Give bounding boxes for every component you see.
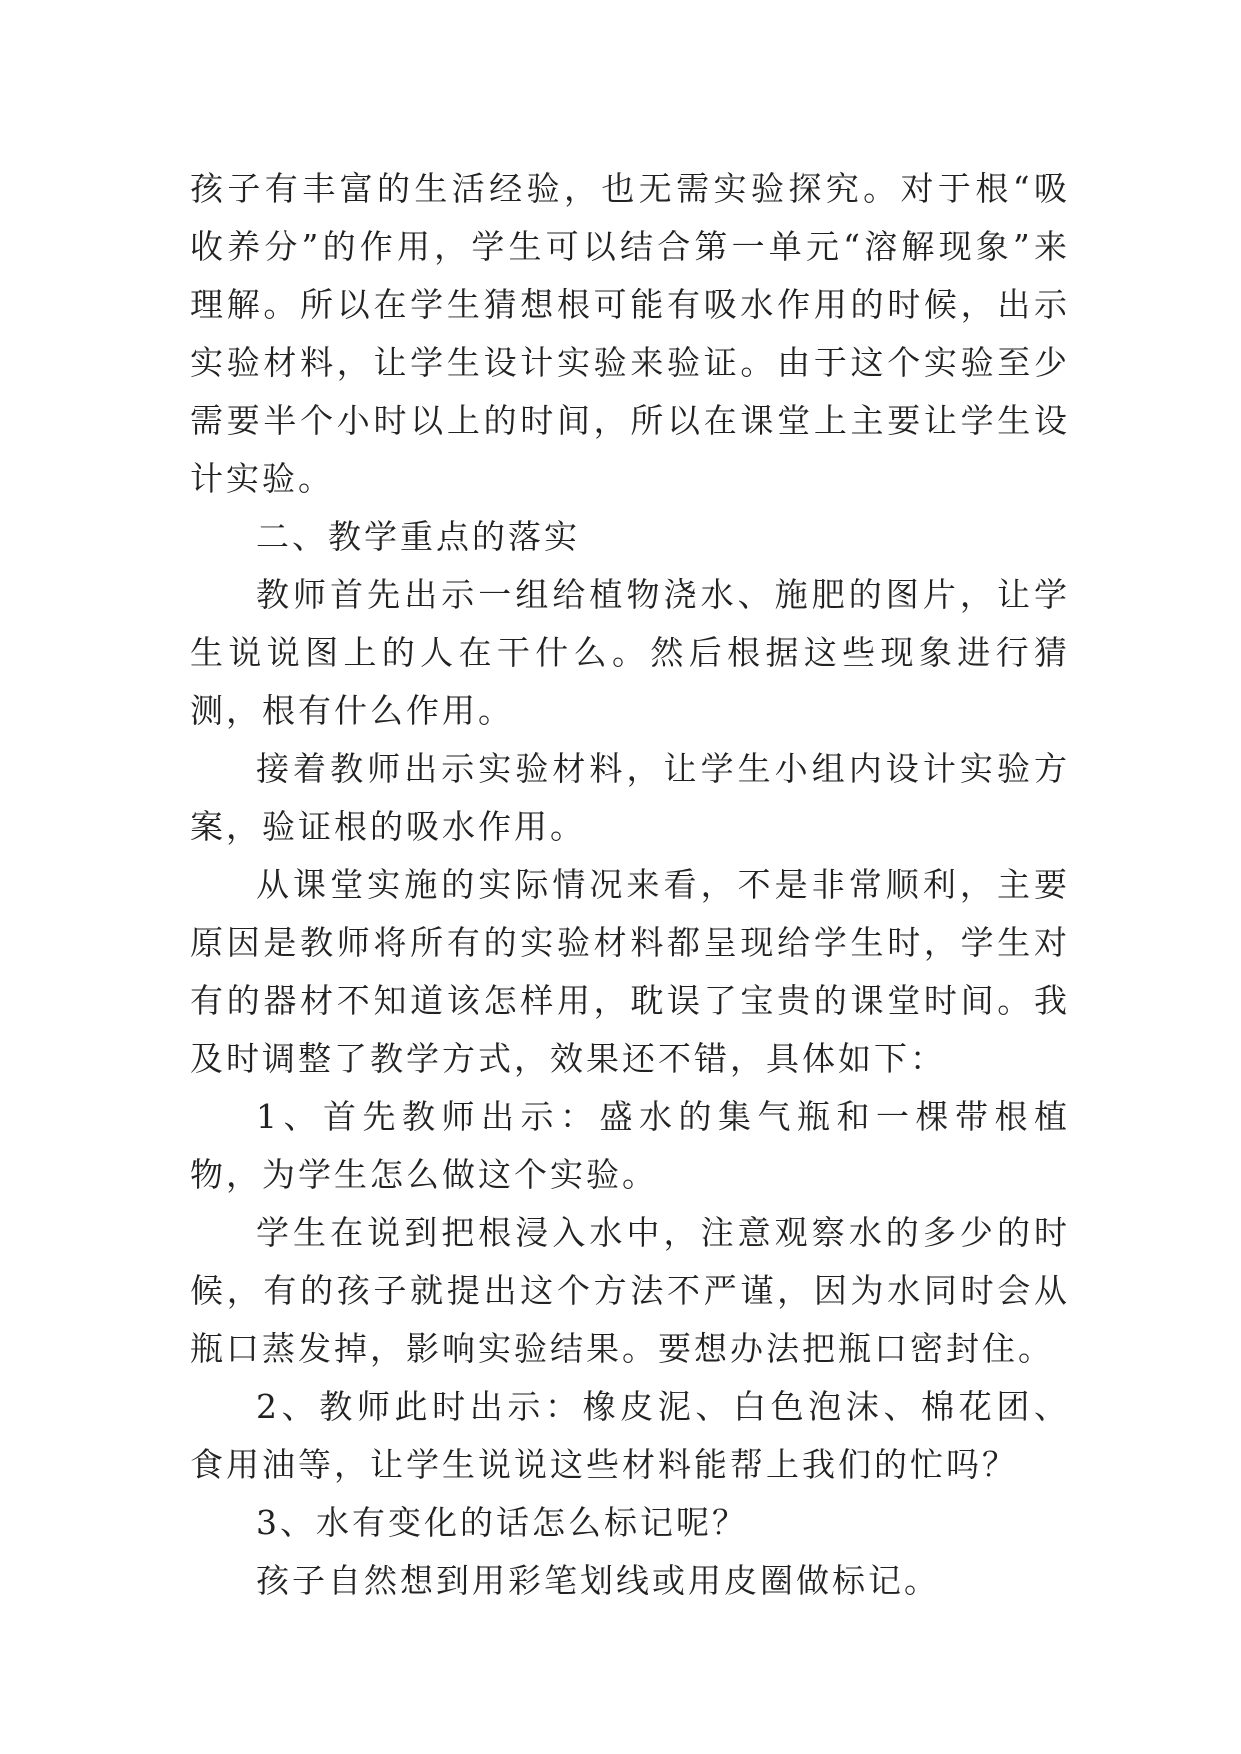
paragraph-1: 孩子有丰富的生活经验，也无需实验探究。对于根“吸收养分”的作用，学生可以结合第一单元“溶解现象”来理解。所以在学生猜想根可能有吸水作用的时候，出示实验材料，让学生设计实验来验证。由于这个实验至少需要半个小时以上的时间，所以在课堂上主要让学生设计实验。 [190,169,1070,498]
section-heading-2: 二、教学重点的落实 [256,517,580,556]
paragraph-7: 学生在说到把根浸入水中，注意观察水的多少的时候，有的孩子就提出这个方法不严谨，因为水同时会从瓶口蒸发掉，影响实验结果。要想办法把瓶口密封住。 [190,1213,1070,1368]
list-item-1: 1、首先教师出示：盛水的集气瓶和一棵带根植物，为学生怎么做这个实验。 [190,1097,1070,1194]
paragraph-10: 孩子自然想到用彩笔划线或用皮圈做标记。 [256,1561,940,1600]
list-item-3: 3、水有变化的话怎么标记呢？ [256,1503,748,1542]
paragraph-4: 接着教师出示实验材料，让学生小组内设计实验方案，验证根的吸水作用。 [190,749,1070,846]
document-body [190,160,1070,1610]
paragraph-5: 从课堂实施的实际情况来看，不是非常顺利，主要原因是教师将所有的实验材料都呈现给学生时，学生对有的器材不知道该怎样用，耽误了宝贵的课堂时间。我及时调整了教学方式，效果还不错，具体如下： [190,865,1070,1078]
paragraph-3: 教师首先出示一组给植物浇水、施肥的图片，让学生说说图上的人在干什么。然后根据这些现象进行猜测，根有什么作用。 [190,575,1070,730]
list-item-2: 2、教师此时出示：橡皮泥、白色泡沫、棉花团、食用油等，让学生说说这些材料能帮上我们的忙吗？ [190,1387,1070,1484]
